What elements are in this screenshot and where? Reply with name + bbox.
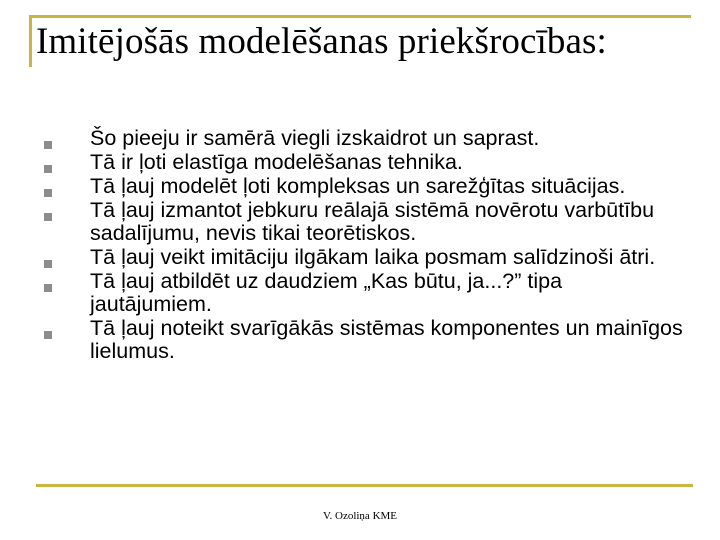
- bullet-item: [44, 175, 684, 198]
- bullet-item: [44, 270, 684, 316]
- bullet-item: [44, 127, 684, 150]
- bullet-text: Tā ļauj atbildēt uz daudziem „Kas būtu, ja...?” tipa jautājumiem.: [90, 269, 563, 316]
- bullet-text: Tā ļauj noteikt svarīgākās sistēmas komponentes un mainīgos lielumus.: [90, 316, 683, 363]
- square-bullet-icon: [44, 331, 52, 339]
- square-bullet-icon: [44, 165, 52, 173]
- square-bullet-icon: [44, 213, 52, 221]
- bullet-item: [44, 151, 684, 174]
- bullet-text: Tā ļauj izmantot jebkuru reālajā sistēmā novērotu varbūtību sadalījumu, nevis tikai teorētiskos.: [90, 198, 655, 245]
- bullet-item: [44, 317, 684, 363]
- square-bullet-icon: [44, 141, 52, 149]
- square-bullet-icon: [44, 260, 52, 268]
- bullet-text: Tā ļauj modelēt ļoti kompleksas un sarežģītas situācijas.: [90, 174, 626, 198]
- bullet-text: Šo pieeju ir samērā viegli izskaidrot un saprast.: [90, 126, 540, 150]
- bullet-list: [44, 127, 684, 364]
- square-bullet-icon: [44, 284, 52, 292]
- bullet-item: [44, 246, 684, 269]
- title-frame-vertical-rule: [29, 15, 32, 67]
- bullet-item: [44, 199, 684, 245]
- footer-rule: [36, 484, 693, 487]
- slide-title: Imitējošās modelēšanas priekšrocības:: [36, 21, 607, 62]
- square-bullet-icon: [44, 189, 52, 197]
- bullet-text: Tā ļauj veikt imitāciju ilgākam laika posmam salīdzinoši ātri.: [90, 245, 656, 269]
- bullet-text: Tā ir ļoti elastīga modelēšanas tehnika.: [90, 150, 463, 174]
- title-frame-top-rule: [29, 15, 691, 18]
- footer-author: V. Ozoliņa KME: [322, 510, 398, 522]
